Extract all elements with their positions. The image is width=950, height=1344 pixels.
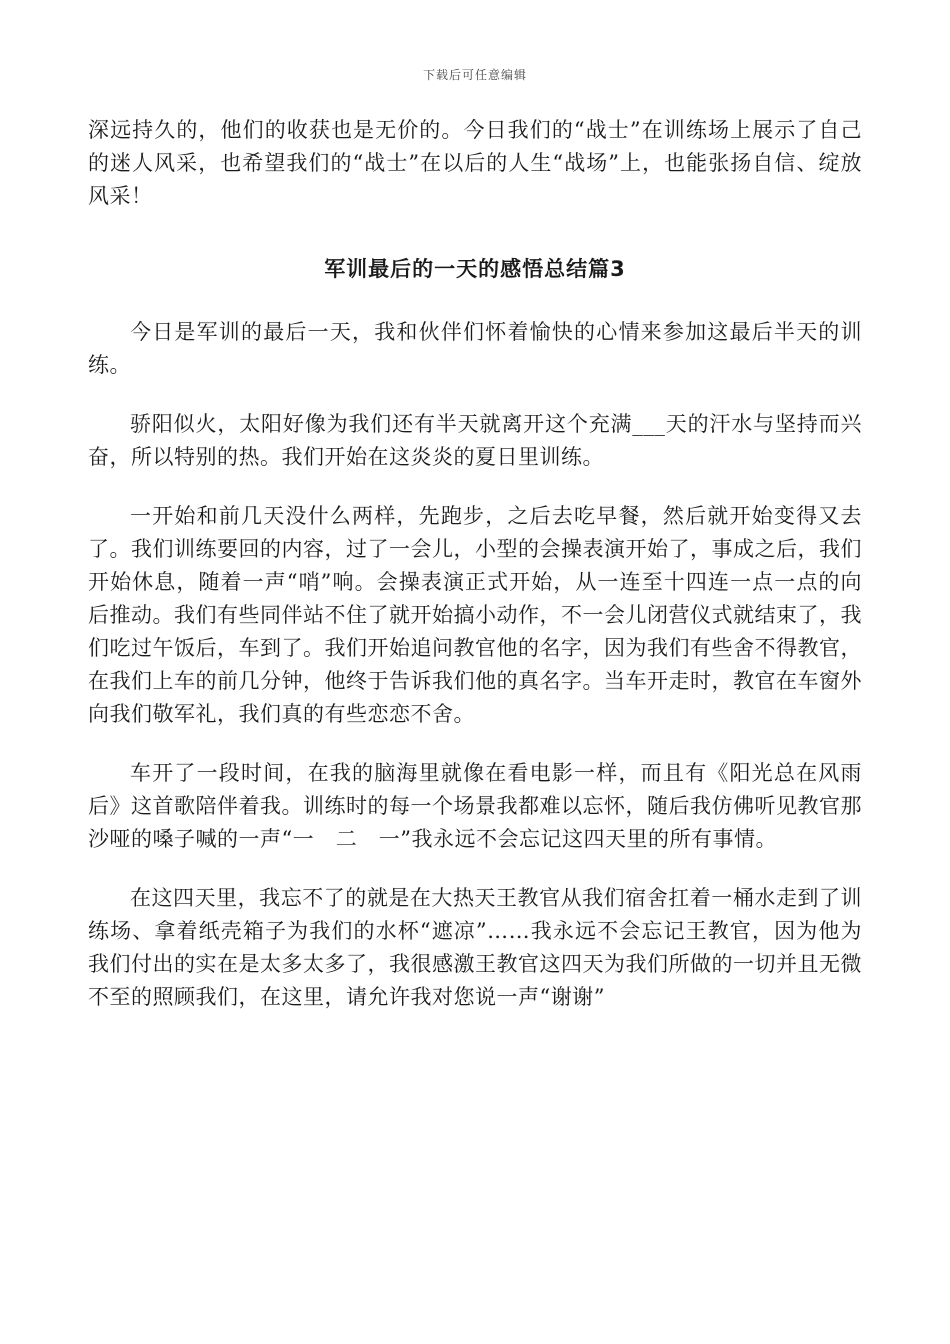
document-body — [88, 114, 862, 1014]
paragraph: 骄阳似火，太阳好像为我们还有半天就离开这个充满___天的汗水与坚持而兴奋，所以特别的热。我们开始在这炎炎的夏日里训练。 — [88, 412, 862, 469]
paragraph: 车开了一段时间，在我的脑海里就像在看电影一样，而且有《阳光总在风雨后》这首歌陪伴着我。训练时的每一个场景我都难以忘怀，随后我仿佛听见教官那沙哑的嗓子喊的一声“一 二 一”我永远不会忘记这四天里的所有事情。 — [88, 761, 862, 851]
page-header: 下载后可任意编辑 — [422, 68, 527, 82]
paragraph: 在这四天里，我忘不了的就是在大热天王教官从我们宿舍扛着一桶水走到了训练场、拿着纸壳箱子为我们的水杯“遮凉”……我永远不会忘记王教官，因为他为我们付出的实在是太多太多了，我很感激王教官这四天为我们所做的一切并且无微不至的照顾我们，在这里，请允许我对您说一声“谢谢” — [88, 886, 862, 1009]
paragraph: 一开始和前几天没什么两样，先跑步，之后去吃早餐，然后就开始变得又去了。我们训练要回的内容，过了一会儿，小型的会操表演开始了，事成之后，我们开始休息，随着一声“哨”响。会操表演正式开始，从一连至十四连一点一点的向后推动。我们有些同伴站不住了就开始搞小动作，不一会儿闭营仪式就结束了，我们吃过午饭后，车到了。我们开始追问教官他的名字，因为我们有些舍不得教官，在我们上车的前几分钟，他终于告诉我们他的真名字。当车开走时，教官在车窗外向我们敬军礼，我们真的有些恋恋不舍。 — [88, 504, 862, 726]
section-title: 军训最后的一天的感悟总结篇3 — [324, 257, 626, 281]
paragraph: 今日是军训的最后一天，我和伙伴们怀着愉快的心情来参加这最后半天的训练。 — [88, 320, 862, 377]
paragraph-continuation: 深远持久的，他们的收获也是无价的。今日我们的“战士”在训练场上展示了自己的迷人风采，也希望我们的“战士”在以后的人生“战场”上，也能张扬自信、绽放风采！ — [88, 118, 862, 208]
